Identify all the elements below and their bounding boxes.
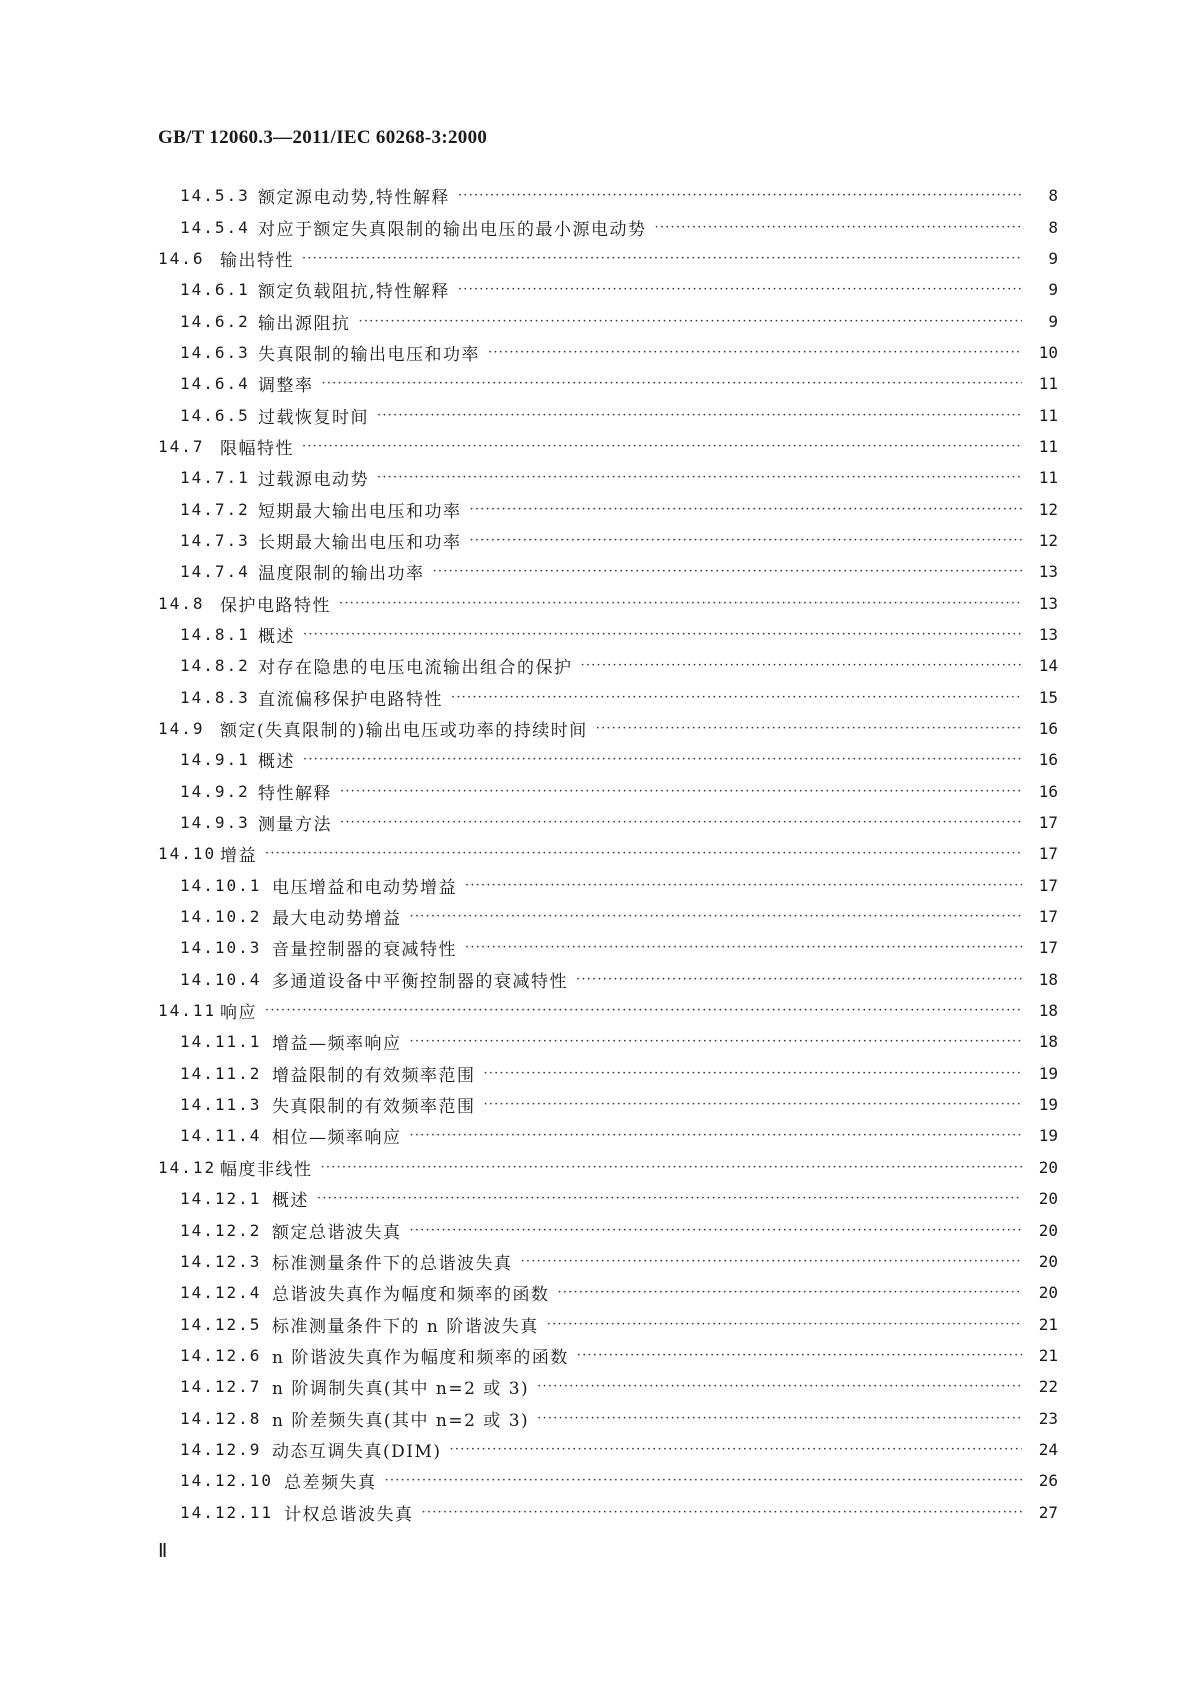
toc-entry-title: 长期最大输出电压和功率	[258, 532, 462, 553]
toc-leader-dots	[470, 533, 1023, 548]
toc-entry-page: 20	[1038, 1283, 1058, 1303]
toc-entry-number: 14.11.1	[180, 1032, 262, 1052]
toc-leader-dots	[265, 846, 1022, 861]
toc-leader-dots	[458, 188, 1022, 203]
toc-entry[interactable]	[158, 305, 1058, 336]
toc-entry-title: 额定(失真限制的)输出电压或功率的持续时间	[220, 721, 588, 742]
toc-leader-dots	[340, 815, 1022, 830]
toc-entry[interactable]	[158, 337, 1058, 368]
toc-entry-page: 10	[1038, 342, 1058, 362]
toc-entry-page: 20	[1038, 1251, 1058, 1271]
toc-entry-page: 27	[1038, 1502, 1058, 1522]
toc-entry-page: 21	[1038, 1314, 1058, 1334]
toc-entry[interactable]	[158, 587, 1058, 618]
toc-entry[interactable]	[158, 650, 1058, 681]
toc-entry-number: 14.12.5	[180, 1314, 262, 1334]
toc-entry-number: 14.5.4	[180, 217, 250, 237]
toc-entry-number: 14.6	[158, 248, 205, 268]
toc-leader-dots	[655, 220, 1023, 235]
toc-entry-page: 17	[1038, 875, 1058, 895]
toc-entry-title: n 阶谐波失真作为幅度和频率的函数	[272, 1347, 569, 1368]
toc-entry-page: 17	[1038, 844, 1058, 864]
toc-entry-number: 14.12.8	[180, 1408, 262, 1428]
toc-entry-title: 对存在隐患的电压电流输出组合的保护	[258, 658, 573, 679]
toc-entry-page: 8	[1048, 217, 1058, 237]
toc-entry-title: 失真限制的有效频率范围	[272, 1097, 476, 1118]
toc-entry-title: 调整率	[258, 376, 314, 397]
toc-leader-dots	[339, 596, 1022, 611]
toc-entry-number: 14.11.2	[180, 1063, 262, 1083]
toc-entry-title: 响应	[220, 1003, 257, 1024]
toc-entry-number: 14.10.2	[180, 907, 262, 927]
toc-entry-page: 22	[1038, 1377, 1058, 1397]
toc-entry-title: n 阶差频失真(其中 n=2 或 3)	[272, 1410, 530, 1431]
toc-leader-dots	[451, 690, 1022, 705]
toc-entry-page: 9	[1048, 248, 1058, 268]
toc-entry-page: 11	[1038, 374, 1058, 394]
toc-entry[interactable]	[158, 493, 1058, 524]
toc-entry[interactable]	[158, 1496, 1058, 1527]
toc-entry-number: 14.6.5	[180, 405, 250, 425]
toc-leader-dots	[303, 752, 1022, 767]
toc-entry-page: 19	[1038, 1095, 1058, 1115]
toc-entry[interactable]	[158, 1026, 1058, 1057]
toc-entry-number: 14.7.3	[180, 530, 250, 550]
toc-entry-page: 24	[1038, 1439, 1058, 1459]
toc-entry-number: 14.8	[158, 593, 205, 613]
toc-entry-title: 计权总谐波失真	[284, 1504, 414, 1525]
toc-entry-page: 17	[1038, 938, 1058, 958]
toc-leader-dots	[465, 878, 1022, 893]
toc-entry-title: 概述	[258, 626, 295, 647]
toc-leader-dots	[484, 1097, 1023, 1112]
toc-entry-title: 增益—频率响应	[272, 1034, 402, 1055]
toc-entry[interactable]	[158, 462, 1058, 493]
toc-entry-title: 动态互调失真(DIM)	[272, 1441, 442, 1462]
toc-leader-dots	[581, 658, 1023, 673]
toc-entry-number: 14.9.1	[180, 750, 250, 770]
toc-entry-number: 14.12.6	[180, 1345, 262, 1365]
toc-entry-number: 14.10.3	[180, 938, 262, 958]
toc-entry-title: 幅度非线性	[220, 1159, 313, 1180]
toc-entry-page: 19	[1038, 1126, 1058, 1146]
toc-leader-dots	[576, 972, 1022, 987]
toc-entry-number: 14.11	[158, 1001, 217, 1021]
toc-entry-page: 15	[1038, 687, 1058, 707]
toc-entry-title: 保护电路特性	[220, 595, 331, 616]
toc-leader-dots	[577, 1348, 1022, 1363]
document-header: GB/T 12060.3—2011/IEC 60268-3:2000	[158, 127, 488, 148]
toc-entry-title: 额定总谐波失真	[272, 1222, 402, 1243]
toc-entry-page: 13	[1038, 562, 1058, 582]
toc-entry[interactable]	[158, 776, 1058, 807]
toc-entry-number: 14.12.4	[180, 1283, 262, 1303]
toc-entry[interactable]	[158, 1371, 1058, 1402]
toc-entry-title: 限幅特性	[220, 438, 294, 459]
toc-entry-page: 19	[1038, 1063, 1058, 1083]
toc-entry-number: 14.6.3	[180, 342, 250, 362]
toc-entry-title: 过载源电动势	[258, 470, 369, 491]
toc-entry-number: 14.11.4	[180, 1126, 262, 1146]
toc-entry-page: 18	[1038, 969, 1058, 989]
toc-entry-number: 14.12.7	[180, 1377, 262, 1397]
toc-leader-dots	[410, 1128, 1023, 1143]
toc-leader-dots	[377, 470, 1022, 485]
toc-entry[interactable]	[158, 1120, 1058, 1151]
toc-entry[interactable]	[158, 525, 1058, 556]
toc-entry-title: 总差频失真	[284, 1473, 377, 1494]
toc-entry[interactable]	[158, 713, 1058, 744]
toc-entry-page: 20	[1038, 1189, 1058, 1209]
toc-entry-title: 直流偏移保护电路特性	[258, 689, 443, 710]
toc-leader-dots	[359, 314, 1023, 329]
toc-entry[interactable]	[158, 1340, 1058, 1371]
toc-entry-number: 14.7.4	[180, 562, 250, 582]
toc-entry-title: 温度限制的输出功率	[258, 564, 425, 585]
toc-entry[interactable]	[158, 1402, 1058, 1433]
toc-entry[interactable]	[158, 995, 1058, 1026]
toc-entry-title: 额定负载阻抗,特性解释	[258, 282, 450, 303]
toc-entry-title: 相位—频率响应	[272, 1128, 402, 1149]
toc-entry-page: 20	[1038, 1220, 1058, 1240]
toc-entry[interactable]	[158, 744, 1058, 775]
toc-entry-page: 9	[1048, 280, 1058, 300]
toc-entry[interactable]	[158, 1308, 1058, 1339]
toc-entry-number: 14.10.1	[180, 875, 262, 895]
toc-entry-page: 13	[1038, 593, 1058, 613]
toc-entry-title: 额定源电动势,特性解释	[258, 188, 450, 209]
toc-leader-dots	[302, 439, 1022, 454]
toc-entry[interactable]	[158, 1465, 1058, 1496]
toc-entry-title: 短期最大输出电压和功率	[258, 501, 462, 522]
toc-entry-title: 音量控制器的衰减特性	[272, 940, 457, 961]
toc-entry-title: n 阶调制失真(其中 n=2 或 3)	[272, 1379, 530, 1400]
toc-entry[interactable]	[158, 901, 1058, 932]
toc-leader-dots	[558, 1285, 1023, 1300]
toc-entry-title: 输出特性	[220, 250, 294, 271]
toc-leader-dots	[458, 282, 1022, 297]
toc-entry-number: 14.12.9	[180, 1439, 262, 1459]
toc-entry-page: 13	[1038, 624, 1058, 644]
toc-entry-number: 14.12	[158, 1157, 217, 1177]
toc-entry-page: 16	[1038, 781, 1058, 801]
toc-leader-dots	[322, 376, 1023, 391]
toc-entry-number: 14.8.1	[180, 624, 250, 644]
toc-entry-title: 概述	[258, 752, 295, 773]
toc-entry-page: 12	[1038, 530, 1058, 550]
toc-entry-number: 14.6.2	[180, 311, 250, 331]
toc-entry-page: 18	[1038, 1001, 1058, 1021]
toc-entry-number: 14.7.1	[180, 468, 250, 488]
toc-entry-number: 14.8.2	[180, 656, 250, 676]
toc-leader-dots	[385, 1473, 1023, 1488]
toc-entry-number: 14.5.3	[180, 186, 250, 206]
toc-entry-title: 标准测量条件下的总谐波失真	[272, 1253, 513, 1274]
toc-entry-number: 14.9.2	[180, 781, 250, 801]
toc-entry[interactable]	[158, 1246, 1058, 1277]
toc-entry[interactable]	[158, 211, 1058, 242]
toc-leader-dots	[537, 1379, 1022, 1394]
toc-leader-dots	[410, 1034, 1023, 1049]
toc-entry[interactable]	[158, 682, 1058, 713]
toc-entry-number: 14.12.2	[180, 1220, 262, 1240]
toc-entry-page: 23	[1038, 1408, 1058, 1428]
toc-leader-dots	[317, 1191, 1022, 1206]
toc-entry-title: 增益	[220, 846, 257, 867]
toc-leader-dots	[470, 502, 1023, 517]
toc-entry-title: 最大电动势增益	[272, 909, 402, 930]
toc-entry-number: 14.6.1	[180, 280, 250, 300]
toc-leader-dots	[488, 345, 1022, 360]
toc-entry-page: 17	[1038, 813, 1058, 833]
toc-entry-title: 电压增益和电动势增益	[272, 877, 457, 898]
toc-leader-dots	[521, 1254, 1023, 1269]
toc-entry-page: 11	[1038, 436, 1058, 456]
toc-entry-page: 18	[1038, 1032, 1058, 1052]
toc-entry-title: 输出源阻抗	[258, 313, 351, 334]
toc-entry[interactable]	[158, 1434, 1058, 1465]
toc-entry-page: 11	[1038, 405, 1058, 425]
toc-entry-page: 21	[1038, 1345, 1058, 1365]
toc-leader-dots	[537, 1411, 1022, 1426]
toc-entry-page: 16	[1038, 750, 1058, 770]
toc-leader-dots	[484, 1066, 1023, 1081]
toc-entry-page: 17	[1038, 907, 1058, 927]
toc-entry-title: 失真限制的输出电压和功率	[258, 344, 480, 365]
toc-entry-number: 14.9.3	[180, 813, 250, 833]
toc-leader-dots	[596, 721, 1022, 736]
toc-entry-number: 14.8.3	[180, 687, 250, 707]
toc-entry-title: 增益限制的有效频率范围	[272, 1065, 476, 1086]
toc-entry-number: 14.10.4	[180, 969, 262, 989]
toc-entry-page: 26	[1038, 1471, 1058, 1491]
toc-leader-dots	[321, 1160, 1023, 1175]
toc-leader-dots	[422, 1505, 1023, 1520]
toc-entry-number: 14.12.1	[180, 1189, 262, 1209]
toc-entry-page: 20	[1038, 1157, 1058, 1177]
toc-entry-number: 14.12.11	[180, 1502, 274, 1522]
toc-entry-number: 14.7.2	[180, 499, 250, 519]
toc-entry-page: 11	[1038, 468, 1058, 488]
toc-leader-dots	[547, 1317, 1022, 1332]
toc-entry-title: 特性解释	[258, 783, 332, 804]
toc-entry-number: 14.9	[158, 719, 205, 739]
toc-entry-title: 标准测量条件下的 n 阶谐波失真	[272, 1316, 539, 1337]
toc-entry-number: 14.11.3	[180, 1095, 262, 1115]
toc-leader-dots	[302, 251, 1022, 266]
toc-entry[interactable]	[158, 274, 1058, 305]
page-number: Ⅱ	[158, 1541, 168, 1562]
toc-entry[interactable]	[158, 870, 1058, 901]
toc-leader-dots	[465, 940, 1022, 955]
toc-entry-number: 14.12.3	[180, 1251, 262, 1271]
toc-leader-dots	[410, 909, 1023, 924]
toc-entry[interactable]	[158, 431, 1058, 462]
toc-entry-title: 概述	[272, 1191, 309, 1212]
toc-entry-number: 14.10	[158, 844, 217, 864]
toc-entry-title: 总谐波失真作为幅度和频率的函数	[272, 1285, 550, 1306]
toc-entry-page: 9	[1048, 311, 1058, 331]
toc-entry-title: 对应于额定失真限制的输出电压的最小源电动势	[258, 219, 647, 240]
toc-entry[interactable]	[158, 1152, 1058, 1183]
toc-leader-dots	[303, 627, 1022, 642]
toc-leader-dots	[433, 564, 1023, 579]
toc-entry[interactable]	[158, 556, 1058, 587]
toc-entry[interactable]	[158, 243, 1058, 274]
toc-entry-page: 14	[1038, 656, 1058, 676]
toc-entry-number: 14.6.4	[180, 374, 250, 394]
toc-entry-number: 14.7	[158, 436, 205, 456]
toc-entry-title: 测量方法	[258, 815, 332, 836]
toc-leader-dots	[340, 784, 1022, 799]
toc-leader-dots	[410, 1223, 1023, 1238]
toc-entry[interactable]	[158, 1214, 1058, 1245]
toc-leader-dots	[377, 408, 1022, 423]
toc-entry[interactable]	[158, 368, 1058, 399]
toc-entry[interactable]	[158, 619, 1058, 650]
toc-entry-title: 过载恢复时间	[258, 407, 369, 428]
toc-leader-dots	[265, 1003, 1022, 1018]
toc-entry[interactable]	[158, 1058, 1058, 1089]
toc-entry[interactable]	[158, 807, 1058, 838]
toc-entry[interactable]	[158, 964, 1058, 995]
toc-entry[interactable]	[158, 838, 1058, 869]
toc-entry[interactable]	[158, 180, 1058, 211]
toc-entry-page: 16	[1038, 719, 1058, 739]
toc-entry-title: 多通道设备中平衡控制器的衰减特性	[272, 971, 568, 992]
toc-leader-dots	[450, 1442, 1022, 1457]
toc-entry[interactable]	[158, 399, 1058, 430]
toc-entry[interactable]	[158, 1089, 1058, 1120]
toc-entry-number: 14.12.10	[180, 1471, 274, 1491]
toc-entry[interactable]	[158, 1183, 1058, 1214]
toc-entry-page: 12	[1038, 499, 1058, 519]
toc-entry-page: 8	[1048, 186, 1058, 206]
toc-entry[interactable]	[158, 932, 1058, 963]
table-of-contents	[158, 180, 1058, 1528]
toc-entry[interactable]	[158, 1277, 1058, 1308]
